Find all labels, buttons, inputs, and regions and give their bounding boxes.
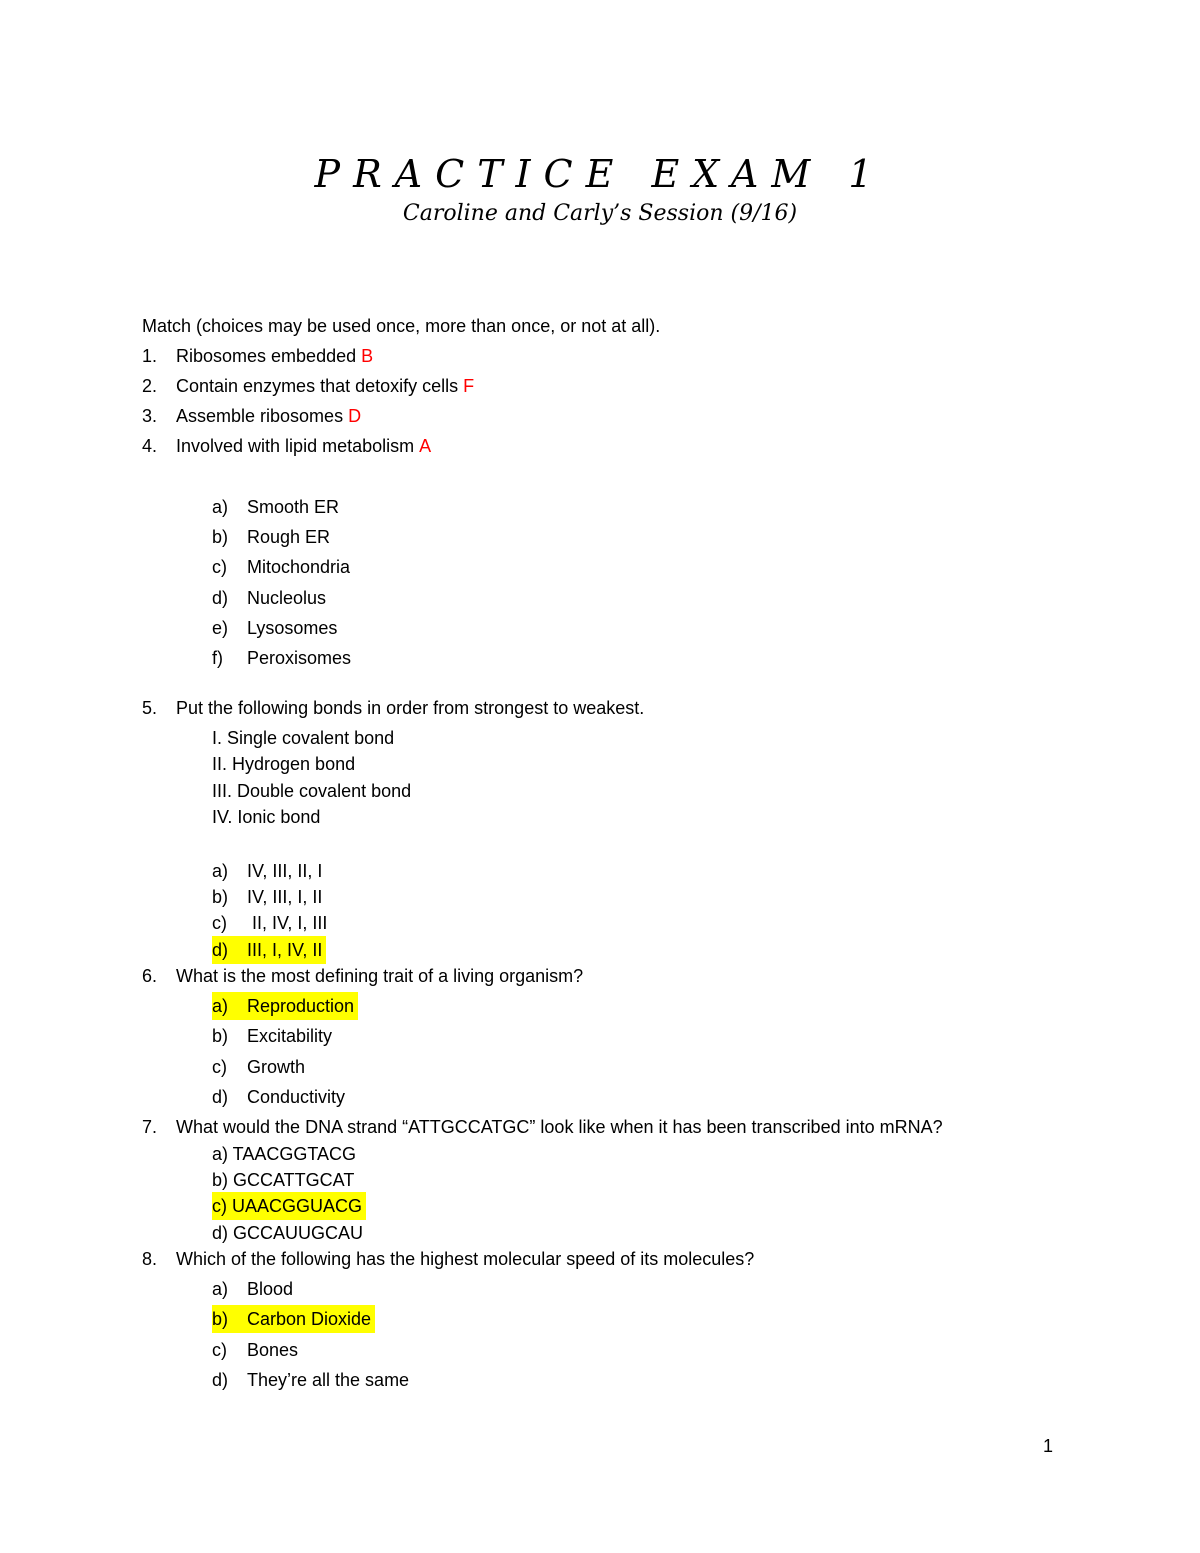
question-number: 5.	[142, 698, 158, 718]
answer-choice-highlighted	[212, 992, 358, 1020]
question-text: What is the most defining trait of a living organism?	[176, 966, 584, 986]
match-choice	[212, 584, 326, 612]
choice-text: IV, III, II, I	[247, 861, 323, 881]
match-instructions: Match (choices may be used once, more than once, or not at all).	[142, 316, 661, 336]
match-choice	[212, 553, 350, 581]
answer-mark: D	[348, 406, 362, 426]
answer-choice	[212, 883, 322, 911]
question-2	[142, 372, 474, 400]
choice-text: IV, III, I, II	[247, 887, 323, 907]
choice-label: f)	[212, 648, 223, 668]
answer-choice-highlighted	[212, 936, 326, 964]
page-number: 1	[1043, 1436, 1054, 1456]
question-6	[142, 962, 583, 990]
answer-mark: A	[419, 436, 432, 456]
choice-text: They’re all the same	[247, 1370, 410, 1390]
bond-item: II. Hydrogen bond	[212, 754, 356, 774]
answer-choice: d) GCCAUUGCAU	[212, 1223, 364, 1243]
answer-choice	[212, 1275, 293, 1303]
question-number: 6.	[142, 966, 158, 986]
choice-label: c)	[212, 1340, 227, 1360]
choice-label: d)	[212, 1087, 229, 1107]
choice-label: b)	[212, 1309, 229, 1329]
answer-choice	[212, 1022, 332, 1050]
question-text: What would the DNA strand “ATTGCCATGC” look like when it has been transcribed into mRNA?	[176, 1117, 943, 1137]
choice-text: Reproduction	[247, 996, 355, 1016]
answer-choice	[212, 909, 327, 937]
question-7	[142, 1113, 943, 1141]
match-choice	[212, 493, 339, 521]
match-choice	[212, 614, 337, 642]
answer-mark: B	[361, 346, 374, 366]
choice-label: d)	[212, 588, 229, 608]
answer-choice	[212, 1336, 298, 1364]
answer-choice-highlighted	[212, 1305, 375, 1333]
question-text: Contain enzymes that detoxify cells	[176, 376, 459, 396]
question-text: Ribosomes embedded	[176, 346, 357, 366]
answer-mark: F	[463, 376, 475, 396]
choice-label: b)	[212, 1026, 229, 1046]
choice-text: Rough ER	[247, 527, 331, 547]
choice-label: d)	[212, 1370, 229, 1390]
choice-text: Excitability	[247, 1026, 333, 1046]
match-choice	[212, 523, 330, 551]
question-5	[142, 694, 644, 722]
highlight	[212, 1305, 375, 1333]
question-text: Which of the following has the highest molecular speed of its molecules?	[176, 1249, 755, 1269]
choice-label: d)	[212, 940, 229, 960]
choice-text: Mitochondria	[247, 557, 351, 577]
highlight: c) UAACGGUACG	[212, 1192, 366, 1220]
choice-text: Smooth ER	[247, 497, 340, 517]
answer-choice	[212, 1053, 305, 1081]
answer-choice	[212, 1083, 345, 1111]
choice-text: II, IV, I, III	[247, 913, 328, 933]
page-title: PRACTICE EXAM 1	[314, 152, 886, 196]
question-number: 8.	[142, 1249, 158, 1269]
bond-item: III. Double covalent bond	[212, 781, 412, 801]
bond-item: I. Single covalent bond	[212, 728, 395, 748]
question-number: 1.	[142, 346, 158, 366]
choice-label: a)	[212, 1279, 229, 1299]
question-number: 2.	[142, 376, 158, 396]
question-3	[142, 402, 361, 430]
choice-label: b)	[212, 887, 229, 907]
highlight	[212, 936, 326, 964]
match-choice	[212, 644, 351, 672]
question-1	[142, 342, 373, 370]
choice-label: e)	[212, 618, 229, 638]
question-text: Assemble ribosomes	[176, 406, 344, 426]
choice-text: Lysosomes	[247, 618, 338, 638]
highlight	[212, 992, 358, 1020]
question-text: Involved with lipid metabolism	[176, 436, 415, 456]
choice-text: Nucleolus	[247, 588, 327, 608]
answer-choice: a) TAACGGTACG	[212, 1144, 357, 1164]
choice-label: c)	[212, 1057, 227, 1077]
question-8	[142, 1245, 754, 1273]
choice-label: a)	[212, 497, 229, 517]
answer-choice-highlighted	[212, 1192, 366, 1220]
answer-choice	[212, 1366, 409, 1394]
choice-text: Peroxisomes	[247, 648, 352, 668]
question-4	[142, 432, 431, 460]
choice-text: Carbon Dioxide	[247, 1309, 372, 1329]
choice-text: Bones	[247, 1340, 299, 1360]
bond-item: IV. Ionic bond	[212, 807, 321, 827]
choice-text: Growth	[247, 1057, 306, 1077]
choice-label: b)	[212, 527, 229, 547]
question-number: 3.	[142, 406, 158, 426]
question-number: 7.	[142, 1117, 158, 1137]
choice-text: Blood	[247, 1279, 294, 1299]
choice-text: Conductivity	[247, 1087, 346, 1107]
choice-label: a)	[212, 861, 229, 881]
choice-label: c)	[212, 913, 227, 933]
page-subtitle: Caroline and Carly’s Session (9/16)	[402, 201, 798, 226]
choice-label: c)	[212, 557, 227, 577]
choice-label: a)	[212, 996, 229, 1016]
answer-choice	[212, 857, 322, 885]
choice-text: III, I, IV, II	[247, 940, 323, 960]
question-text: Put the following bonds in order from strongest to weakest.	[176, 698, 645, 718]
question-number: 4.	[142, 436, 158, 456]
answer-choice: b) GCCATTGCAT	[212, 1170, 355, 1190]
